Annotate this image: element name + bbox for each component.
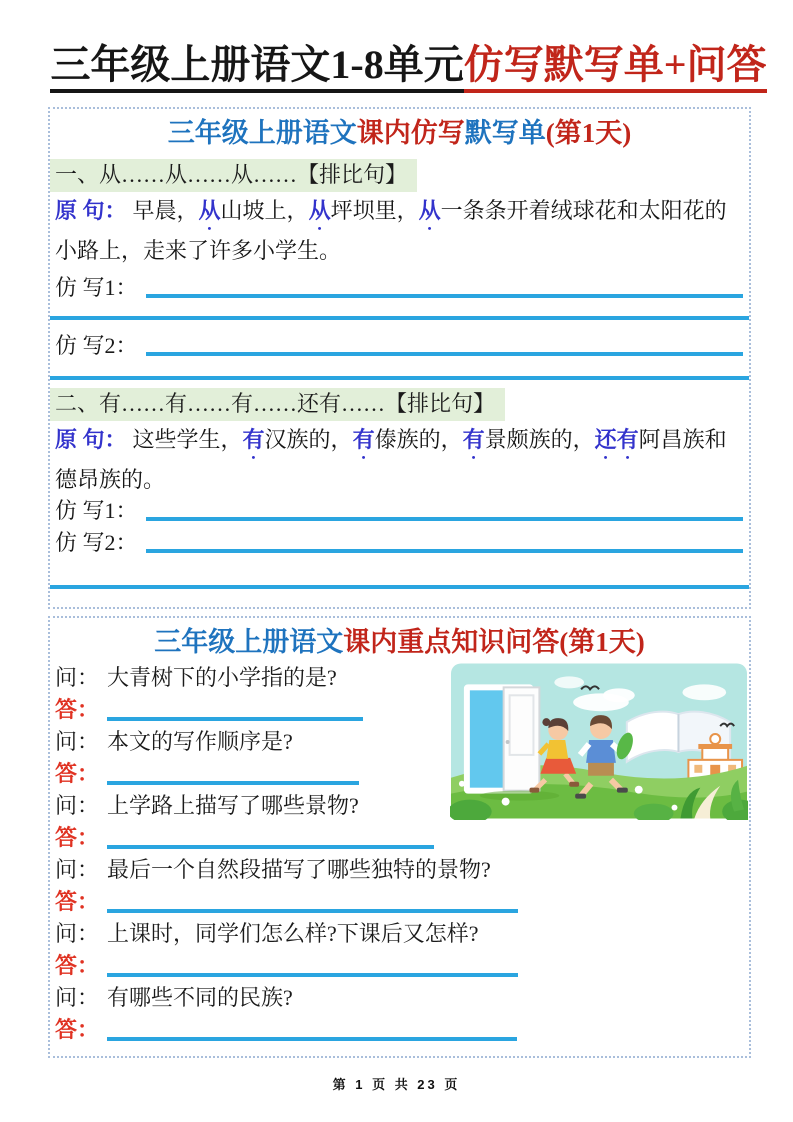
answer-line	[107, 1037, 517, 1041]
text-segment: 三年级上册语文	[154, 627, 344, 657]
answer-row	[55, 1016, 745, 1044]
question-text: 有哪些不同的民族?	[107, 985, 293, 1010]
section-2-original-sentence	[55, 424, 745, 495]
section-2-heading: 二、有……有……有……还有……【排比句】	[50, 388, 505, 421]
question-text: 本文的写作顺序是?	[107, 729, 293, 754]
section-2	[50, 380, 749, 589]
text-segment: 这些学生，	[132, 427, 243, 452]
text-segment: 有	[352, 427, 375, 452]
text-segment: 景颇族的，	[484, 427, 595, 452]
qa-item	[55, 920, 745, 980]
answer-label: 答：	[55, 1017, 100, 1042]
question-label: 问：	[55, 985, 100, 1010]
answer-label: 答：	[55, 953, 100, 978]
page-title	[44, 40, 773, 90]
worksheet-box	[48, 107, 751, 609]
question-text: 上学路上描写了哪些景物?	[107, 793, 359, 818]
writing-line	[146, 517, 743, 521]
imitate-label: 仿 写2：	[55, 530, 138, 555]
text-segment: (第1天)	[559, 627, 645, 657]
question-label: 问：	[55, 921, 100, 946]
answer-label: 答：	[55, 825, 100, 850]
text-segment: 一条条开着绒球花和太阳花的小路上，走来了许多小学生。	[55, 198, 727, 263]
answer-row	[55, 952, 745, 980]
writing-line-full	[50, 585, 749, 589]
answer-line	[107, 781, 359, 785]
text-segment: 山坡上，	[220, 198, 309, 223]
text-segment: (第1天)	[545, 118, 632, 148]
imitate-label: 仿 写2：	[55, 333, 138, 358]
writing-line	[146, 549, 743, 553]
question-label: 问：	[55, 729, 100, 754]
question-text: 上课时，同学们怎么样?下课后又怎样?	[107, 921, 479, 946]
text-segment: 仿写默写单+问答	[464, 42, 767, 93]
answer-label: 答：	[55, 697, 100, 722]
answer-line	[107, 845, 434, 849]
question-row	[55, 984, 745, 1012]
quiz-box	[48, 616, 751, 1058]
answer-row	[55, 824, 745, 852]
writing-line	[146, 352, 743, 356]
section-1-heading: 一、从……从……从……【排比句】	[50, 159, 417, 192]
question-label: 问：	[55, 857, 100, 882]
question-label: 问：	[55, 793, 100, 818]
answer-line	[107, 909, 518, 913]
original-sentence-label: 原 句：	[55, 427, 127, 452]
original-sentence-text	[55, 198, 727, 263]
imitate-row-1	[55, 497, 745, 525]
question-label: 问：	[55, 665, 100, 690]
text-segment: 汉族的，	[264, 427, 353, 452]
original-sentence-text	[55, 427, 727, 492]
text-segment: 从	[418, 198, 441, 223]
text-segment: 默写单	[464, 118, 546, 148]
writing-line	[146, 294, 743, 298]
illustration-children-running-to-school	[450, 662, 748, 820]
text-segment: 课内仿写	[356, 118, 465, 148]
text-segment: 坪坝里，	[330, 198, 419, 223]
section-1-original-sentence	[55, 195, 745, 266]
question-text: 最后一个自然段描写了哪些独特的景物?	[107, 857, 491, 882]
text-segment: 傣族的，	[374, 427, 463, 452]
text-segment: 课内重点知识问答	[343, 627, 560, 657]
page-number: 第 1 页 共 23 页	[332, 1077, 461, 1092]
text-segment: 有	[242, 427, 265, 452]
text-segment: 三年级上册语文1-8单元	[50, 42, 463, 93]
text-segment: 早晨，	[132, 198, 199, 223]
imitate-label: 仿 写1：	[55, 498, 138, 523]
quiz-title	[50, 624, 749, 660]
text-segment: 有	[462, 427, 485, 452]
answer-line	[107, 717, 363, 721]
question-row	[55, 856, 745, 884]
question-text: 大青树下的小学指的是?	[107, 665, 337, 690]
text-segment: 从	[198, 198, 221, 223]
section-1	[50, 151, 749, 380]
qa-item	[55, 856, 745, 916]
text-segment: 从	[308, 198, 331, 223]
answer-label: 答：	[55, 889, 100, 914]
question-row	[55, 920, 745, 948]
text-segment: 三年级上册语文	[167, 118, 357, 148]
answer-line	[107, 973, 518, 977]
imitate-row-1	[55, 274, 745, 302]
qa-item	[55, 984, 745, 1044]
text-segment: 阿昌族和德昂族的。	[55, 427, 727, 492]
worksheet-title	[50, 115, 749, 151]
writing-line-full	[50, 316, 749, 320]
imitate-row-2	[55, 332, 745, 360]
imitate-row-2	[55, 529, 745, 557]
answer-label: 答：	[55, 761, 100, 786]
answer-row	[55, 888, 745, 916]
imitate-label: 仿 写1：	[55, 275, 138, 300]
original-sentence-label: 原 句：	[55, 198, 127, 223]
text-segment: 还有	[594, 427, 639, 452]
